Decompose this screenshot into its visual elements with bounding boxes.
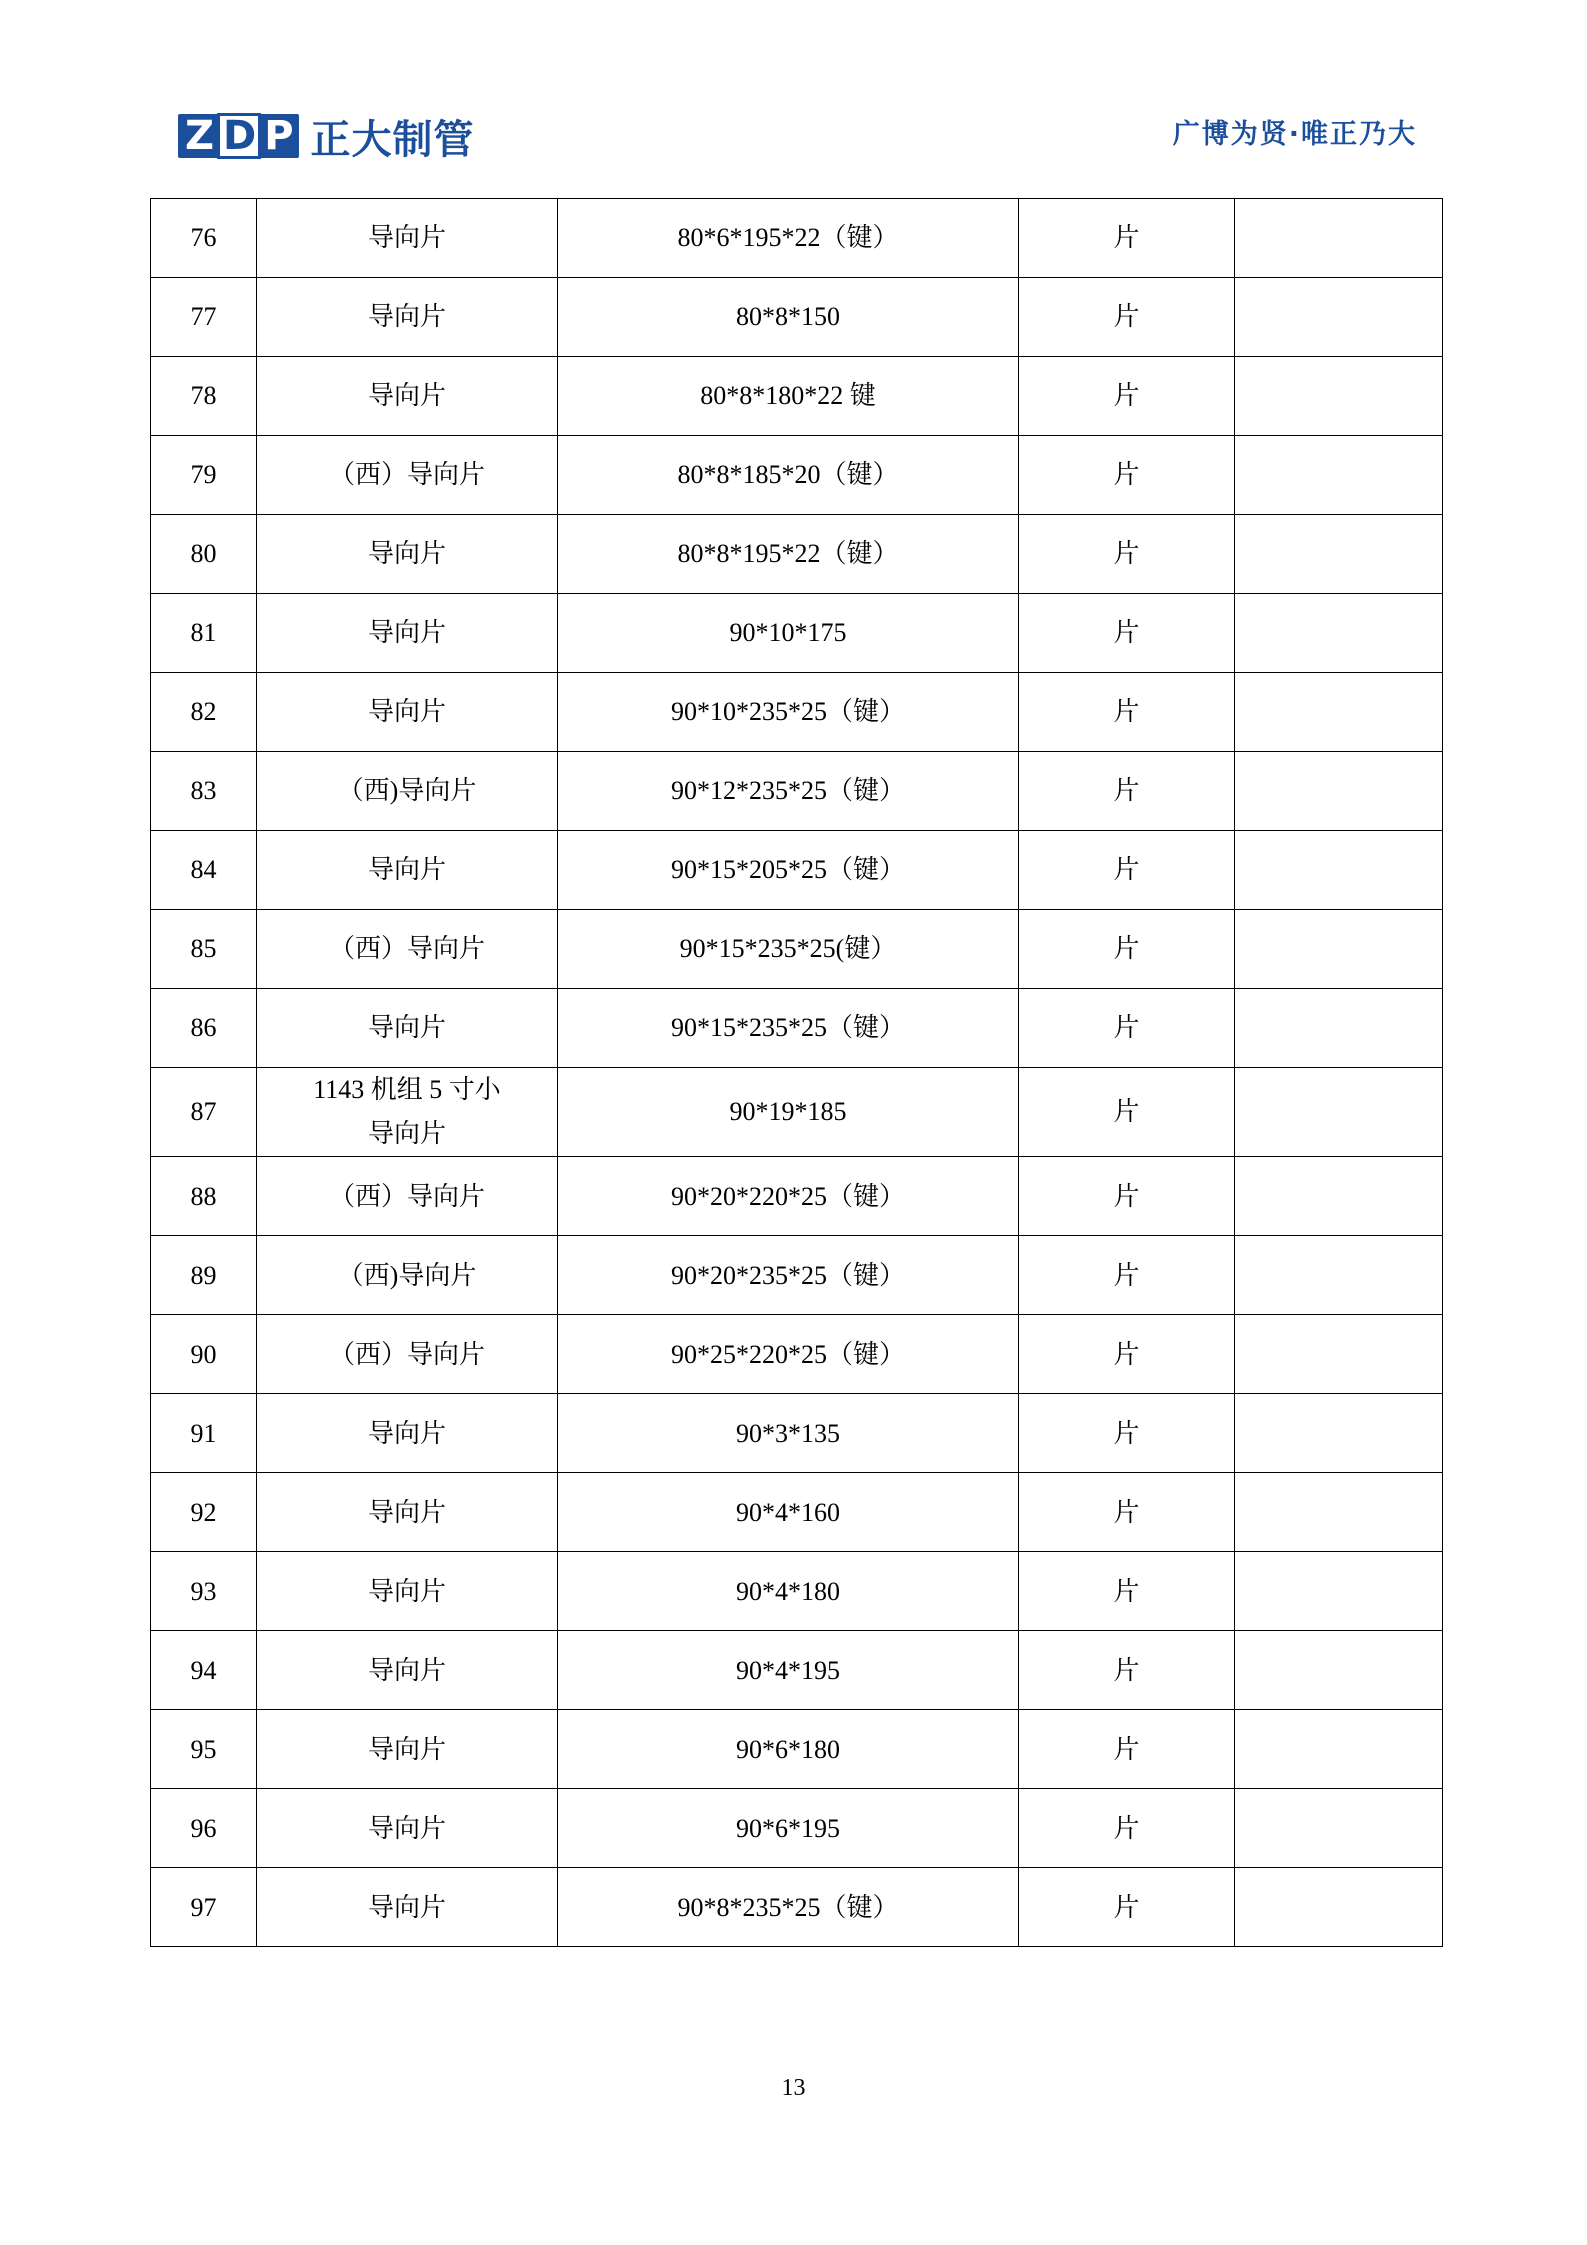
cell-note	[1235, 199, 1443, 278]
company-logo	[178, 108, 475, 164]
cell-spec: 90*6*180	[558, 1710, 1019, 1789]
cell-name: （西）导向片	[257, 910, 558, 989]
cell-name: （西)导向片	[257, 1236, 558, 1315]
cell-name: 导向片	[257, 831, 558, 910]
cell-note	[1235, 1552, 1443, 1631]
cell-spec: 80*6*195*22（键）	[558, 199, 1019, 278]
cell-index: 95	[151, 1710, 257, 1789]
cell-unit: 片	[1019, 752, 1235, 831]
cell-name: 导向片	[257, 1710, 558, 1789]
cell-unit: 片	[1019, 1631, 1235, 1710]
cell-note	[1235, 1868, 1443, 1947]
cell-name: 导向片	[257, 594, 558, 673]
cell-note	[1235, 1710, 1443, 1789]
table-row	[151, 673, 1443, 752]
table-row	[151, 1068, 1443, 1157]
cell-index: 76	[151, 199, 257, 278]
table-row	[151, 1552, 1443, 1631]
cell-name: 导向片	[257, 357, 558, 436]
cell-spec: 80*8*150	[558, 278, 1019, 357]
cell-note	[1235, 1473, 1443, 1552]
table-row	[151, 436, 1443, 515]
cell-index: 85	[151, 910, 257, 989]
cell-index: 81	[151, 594, 257, 673]
cell-name: 导向片	[257, 1631, 558, 1710]
cell-note	[1235, 594, 1443, 673]
cell-spec: 80*8*185*20（键）	[558, 436, 1019, 515]
cell-index: 78	[151, 357, 257, 436]
cell-note	[1235, 1631, 1443, 1710]
cell-name-line2: 导向片	[367, 1119, 446, 1149]
table-row	[151, 357, 1443, 436]
cell-note	[1235, 1315, 1443, 1394]
table-row	[151, 1710, 1443, 1789]
cell-note	[1235, 1236, 1443, 1315]
cell-index: 79	[151, 436, 257, 515]
cell-unit: 片	[1019, 1157, 1235, 1236]
cell-spec: 90*25*220*25（键）	[558, 1315, 1019, 1394]
cell-name: 导向片	[257, 278, 558, 357]
cell-note	[1235, 278, 1443, 357]
cell-index: 93	[151, 1552, 257, 1631]
page-header	[0, 0, 1587, 180]
cell-index: 87	[151, 1068, 257, 1157]
cell-unit: 片	[1019, 1789, 1235, 1868]
logo-mark	[178, 113, 299, 159]
cell-note	[1235, 1789, 1443, 1868]
cell-index: 91	[151, 1394, 257, 1473]
table-row	[151, 1868, 1443, 1947]
cell-unit: 片	[1019, 1236, 1235, 1315]
cell-name: 导向片	[257, 989, 558, 1068]
cell-spec: 90*15*205*25（键）	[558, 831, 1019, 910]
cell-unit: 片	[1019, 1868, 1235, 1947]
table-row	[151, 1473, 1443, 1552]
cell-unit: 片	[1019, 1473, 1235, 1552]
cell-spec: 90*19*185	[558, 1068, 1019, 1157]
cell-unit: 片	[1019, 515, 1235, 594]
cell-index: 88	[151, 1157, 257, 1236]
cell-spec: 80*8*195*22（键）	[558, 515, 1019, 594]
cell-unit: 片	[1019, 1315, 1235, 1394]
cell-unit: 片	[1019, 199, 1235, 278]
table-row	[151, 1789, 1443, 1868]
logo-company-name: 正大制管	[310, 116, 475, 163]
cell-name-line1: 1143 机组 5 寸小	[313, 1075, 501, 1104]
table-row	[151, 278, 1443, 357]
cell-unit: 片	[1019, 1394, 1235, 1473]
cell-index: 96	[151, 1789, 257, 1868]
spec-table	[150, 198, 1443, 1947]
cell-name: 导向片	[257, 1552, 558, 1631]
cell-index: 77	[151, 278, 257, 357]
cell-note	[1235, 752, 1443, 831]
cell-unit: 片	[1019, 357, 1235, 436]
cell-unit: 片	[1019, 831, 1235, 910]
cell-spec: 90*8*235*25（键）	[558, 1868, 1019, 1947]
cell-note	[1235, 1157, 1443, 1236]
table-row	[151, 1394, 1443, 1473]
cell-unit: 片	[1019, 1552, 1235, 1631]
cell-index: 90	[151, 1315, 257, 1394]
cell-index: 92	[151, 1473, 257, 1552]
cell-unit: 片	[1019, 673, 1235, 752]
cell-unit: 片	[1019, 989, 1235, 1068]
cell-unit: 片	[1019, 594, 1235, 673]
logo-letter-p: P	[260, 114, 298, 158]
cell-unit: 片	[1019, 278, 1235, 357]
cell-index: 86	[151, 989, 257, 1068]
cell-name	[257, 1068, 558, 1157]
cell-note	[1235, 515, 1443, 594]
cell-name: 导向片	[257, 1868, 558, 1947]
cell-name: （西）导向片	[257, 436, 558, 515]
cell-name: （西）导向片	[257, 1315, 558, 1394]
cell-unit: 片	[1019, 1710, 1235, 1789]
cell-index: 89	[151, 1236, 257, 1315]
cell-name: （西)导向片	[257, 752, 558, 831]
cell-spec: 90*10*175	[558, 594, 1019, 673]
cell-unit: 片	[1019, 910, 1235, 989]
cell-name: 导向片	[257, 673, 558, 752]
table-row	[151, 1236, 1443, 1315]
cell-spec: 90*4*180	[558, 1552, 1019, 1631]
cell-spec: 90*6*195	[558, 1789, 1019, 1868]
cell-name: 导向片	[257, 1473, 558, 1552]
cell-unit: 片	[1019, 436, 1235, 515]
cell-name: 导向片	[257, 1789, 558, 1868]
cell-index: 84	[151, 831, 257, 910]
cell-name: 导向片	[257, 515, 558, 594]
cell-note	[1235, 1068, 1443, 1157]
table-row	[151, 1631, 1443, 1710]
table-row	[151, 199, 1443, 278]
logo-letter-d: D	[217, 113, 261, 159]
table-row	[151, 831, 1443, 910]
cell-name: 导向片	[257, 1394, 558, 1473]
cell-name: 导向片	[257, 199, 558, 278]
table-row	[151, 515, 1443, 594]
cell-index: 82	[151, 673, 257, 752]
cell-note	[1235, 831, 1443, 910]
cell-note	[1235, 910, 1443, 989]
cell-name: （西）导向片	[257, 1157, 558, 1236]
cell-note	[1235, 673, 1443, 752]
table-row	[151, 1315, 1443, 1394]
spec-table-container	[150, 198, 1437, 1947]
cell-spec: 90*20*220*25（键）	[558, 1157, 1019, 1236]
cell-spec: 80*8*180*22 键	[558, 357, 1019, 436]
cell-index: 94	[151, 1631, 257, 1710]
cell-spec: 90*3*135	[558, 1394, 1019, 1473]
cell-note	[1235, 436, 1443, 515]
table-row	[151, 910, 1443, 989]
table-row	[151, 989, 1443, 1068]
page-number: 13	[781, 2075, 806, 2101]
cell-note	[1235, 1394, 1443, 1473]
table-row	[151, 1157, 1443, 1236]
cell-index: 97	[151, 1868, 257, 1947]
cell-spec: 90*15*235*25（键）	[558, 989, 1019, 1068]
cell-spec: 90*10*235*25（键）	[558, 673, 1019, 752]
cell-index: 83	[151, 752, 257, 831]
cell-spec: 90*15*235*25(键）	[558, 910, 1019, 989]
cell-unit: 片	[1019, 1068, 1235, 1157]
cell-note	[1235, 989, 1443, 1068]
cell-spec: 90*20*235*25（键）	[558, 1236, 1019, 1315]
cell-index: 80	[151, 515, 257, 594]
cell-spec: 90*4*195	[558, 1631, 1019, 1710]
company-slogan: 广博为贤·唯正乃大	[1172, 119, 1417, 150]
table-row	[151, 594, 1443, 673]
table-row	[151, 752, 1443, 831]
cell-spec: 90*12*235*25（键）	[558, 752, 1019, 831]
cell-spec: 90*4*160	[558, 1473, 1019, 1552]
cell-note	[1235, 357, 1443, 436]
logo-letter-z: Z	[178, 114, 218, 158]
